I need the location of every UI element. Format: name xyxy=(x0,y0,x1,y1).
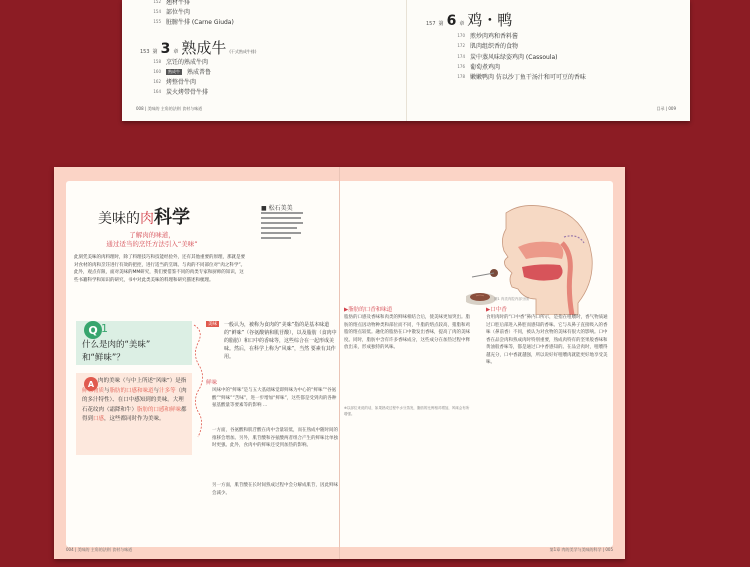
answer-segment: 肉的美味（与中上所述“风味”）是指 xyxy=(98,378,187,384)
answer-segment: 与 xyxy=(104,387,110,394)
toc-line xyxy=(152,87,208,96)
toc-line xyxy=(456,41,518,50)
chapter-number: 3 xyxy=(160,41,171,57)
chapter-3-heading xyxy=(140,37,256,58)
text-line xyxy=(261,217,301,219)
answer-highlight: 口感 xyxy=(93,416,105,422)
question-line: 什么是肉的“美味” xyxy=(82,340,151,350)
title-part-bold: 科学 xyxy=(154,207,190,228)
answer-text xyxy=(82,377,188,425)
text-line xyxy=(261,237,291,239)
chapter-page-number: 157 xyxy=(426,21,436,27)
toc-entry-text: 烹饪的熟成牛肉 xyxy=(166,59,209,66)
toc-line xyxy=(456,31,518,40)
head-cross-section-illustration xyxy=(466,203,596,315)
toc-page-number: 152 xyxy=(153,0,161,4)
top-page-spread xyxy=(122,0,690,121)
paragraph: 风味中的“鲜味”是与五大基础味觉即鲜味为中心的“鲜味”“谷氨酸”“鲜味”“苦味”，进一步增加“鲜味”，这些都是受到肉的各种氨基酸量等要素等的影响 ... xyxy=(212,388,337,408)
author-name: ■ 松石美美 xyxy=(261,205,293,212)
question-line: 和“鲜味”？ xyxy=(82,353,125,363)
toc-line xyxy=(152,77,196,86)
title-part-highlight: 肉 xyxy=(140,211,154,227)
toc-page-number: 172 xyxy=(457,43,465,48)
toc-line xyxy=(152,7,190,16)
toc-page-number: 162 xyxy=(153,79,161,84)
page-footer: 008 | 美味的 主角的法则 食材与味道 xyxy=(136,106,203,111)
toc-tag: 熟成牛 xyxy=(168,68,180,74)
page-footer: 第1章 肉的美学与美味的科学 | 005 xyxy=(549,547,613,552)
toc-page-number: 178 xyxy=(457,74,465,79)
tongue xyxy=(522,264,563,280)
section-tag: 美味 xyxy=(208,322,217,327)
author-bio-lines xyxy=(261,212,303,239)
toc-entry-text: 肌肉组织香的食物 xyxy=(470,43,519,50)
answer-highlight: 脂肪的口感和味道 xyxy=(109,387,154,394)
toc-line xyxy=(152,57,208,66)
section-heading: 鲜味 xyxy=(206,380,218,386)
book-spread xyxy=(54,167,625,559)
chapter-prefix: 第 xyxy=(438,21,444,27)
answer-segment: （肉的多汁特性）、在口中感知到的美味。大理石花纹肉（霜降和牛） xyxy=(82,387,187,413)
toc-line xyxy=(456,52,558,61)
text-line xyxy=(261,212,303,214)
toc-page-number: 154 xyxy=(153,9,161,14)
page-subtitle xyxy=(92,231,212,249)
page-footer: 004 | 美味的 主角的法则 食材与味道 xyxy=(66,547,133,552)
answer-highlight: 汁多等 xyxy=(159,387,176,394)
subtitle-line: 通过适当的烹饪方法引入“美味” xyxy=(106,240,198,248)
answer-segment: ，这些都同时作为美味。 xyxy=(104,416,165,422)
toc-page-number: 155 xyxy=(153,19,161,24)
text-line xyxy=(261,227,297,229)
chapter-prefix: 第 xyxy=(152,49,158,55)
chapter-subtitle: (干式熟成牛排) xyxy=(229,49,257,54)
section-heading: ▶脂肪的口香和味道 xyxy=(344,307,393,313)
chapter-title: 鸡・鸭 xyxy=(467,11,513,29)
toc-line xyxy=(152,67,211,76)
question-number: 1 xyxy=(101,322,108,335)
paragraph: 另一方面，肌苷酸在长时间熟成过程中会分解成肌苷，因此鲜味会减少。 xyxy=(212,483,338,496)
answer-segment: 都得到 xyxy=(82,406,187,422)
chapter-suffix: 章 xyxy=(173,49,179,55)
toc-page-number: 164 xyxy=(153,89,161,94)
paragraph: 一般认为，被称为食肉的“美味”指的是基本味道的“鲜味”（谷氨酸钠和肌苷酸），以及脂肪（食肉中的脂肪）和口中的香味等，这些综合在一起形成美味。然后，在科学上称为“风味”，当然 要素有其作用。 xyxy=(224,322,337,360)
toc-entry-text: 炭中蒸风味绿姿鸡肉 (Cassoula) xyxy=(470,54,558,61)
chapter-6-heading xyxy=(426,9,512,30)
question-text xyxy=(82,339,150,365)
answer-highlight: 鲜味物质 xyxy=(82,387,105,394)
subtitle-line: 了解肉的味道， xyxy=(129,231,175,239)
toc-entry-text: 熟成普鲁 xyxy=(187,69,212,76)
dashed-connector xyxy=(190,321,206,441)
chapter-number: 6 xyxy=(446,13,457,29)
page-title xyxy=(98,203,190,229)
intro-paragraph: 此刻凭美味的肉料理时，除了料理技巧和技能经验外，还有其他重要的原理，那就是要对食材的肉和烹饪进行有效的把控，进行适当的烹调。与肉的不同部位对“肉之科学”。此外，观点有限，面对美味的MM研究，我们要借鉴不同的肉类专家和厨师的知识，这些书籍科学和知识的研究，书中对此类美味的料理和研究描述和梳理。 xyxy=(74,255,246,283)
toc-entry-text: 部位牛肉 xyxy=(166,9,191,16)
toc-page-number: 170 xyxy=(457,33,465,38)
toc-page-number: 176 xyxy=(457,64,465,69)
question-badge: Q xyxy=(84,321,102,339)
text-line xyxy=(261,232,301,234)
answer-segment: 与 xyxy=(153,387,160,394)
chapter-page-number: 153 xyxy=(140,49,150,55)
toc-line xyxy=(456,72,586,81)
toc-line xyxy=(152,0,190,6)
answer-highlight: 脂肪的口感和鲜味 xyxy=(137,406,182,413)
paragraph: 食用肉时的“口中香”鼻内口所示，是指在咀嚼时，香气物质通过口腔后部进入鼻腔而感知的香味。它与从鼻子直接吸入的香味（鼻前香）不同，被认为对食物的美味有很大的影响。口中香在品尝肉和熟成肉时特别重要，熟成肉特有的坚果般香味和黄油般香味等，都是通过口中香感知的。在品尝肉时，咀嚼得越充分，口中香就越强，所以说好好咀嚼肉就能更好地享受美味。 xyxy=(486,315,608,365)
toc-line xyxy=(456,62,500,71)
figure-caption: 图1 肉类肉腔内部分图 xyxy=(494,297,529,301)
toc-entry-text: 烤整骨牛肉 xyxy=(166,79,197,86)
section-heading: ▶口中香 xyxy=(486,307,507,313)
toc-entry-text: 嫩嫩鸭肉 仿以沙丁鱼干汤汁和可可豆的香味 xyxy=(470,74,586,81)
toc-entry-text: 葡萄煮鸡肉 xyxy=(470,64,501,71)
nasal-cavity xyxy=(518,242,563,259)
steak xyxy=(470,293,490,301)
page-gutter xyxy=(406,0,407,121)
title-part: 美味的 xyxy=(98,211,140,227)
paragraph: 一方面，谷氨酸和肌苷酸在肉中含量较低，而在熟成中随时间的推移会增加。另外，肌苷酸和谷氨酸两者组合产生的鲜味比单独时更强。此外，食肉中的鲜味还受到加热的影响。 xyxy=(212,428,338,448)
answer-badge: A xyxy=(84,377,98,391)
chapter-title: 熟成牛 xyxy=(181,39,227,57)
text-line xyxy=(261,222,303,224)
side-note: ※以部位来说的话，如果熟成过程中水分蒸发，脂肪的比例相对增加，风味会有所增强。 xyxy=(344,406,470,416)
chapter-suffix: 章 xyxy=(459,21,465,27)
paragraph: 脂肪的口感及香味和肉类的鲜味相结合后，使美味更加突出。脂肪的熔点因动物种类和部位而不同，牛脂的熔点较高，猪脂和鸡脂的熔点较低。融化的脂肪在口中散发出香味，提高了肉的美味度。同时，脂肪中含有许多香味成分，这些成分在加热过程中释放出来，形成独特的风味。 xyxy=(344,315,470,350)
toc-page-number: 158 xyxy=(153,59,161,64)
toc-line xyxy=(152,17,234,26)
toc-page-number: 160 xyxy=(153,69,161,74)
toc-entry-text: 翘材牛排 xyxy=(166,0,191,6)
connector-path xyxy=(194,325,203,437)
page-footer: 目录 | 009 xyxy=(656,106,676,111)
toc-page-number: 174 xyxy=(457,54,465,59)
page-gutter xyxy=(339,167,340,559)
toc-entry-text: 脏腑牛排 (Carne Giuda) xyxy=(166,19,234,26)
toc-entry-text: 煎炒肉鸡和香料酱 xyxy=(470,33,519,40)
toc-entry-text: 炭火烤带骨牛排 xyxy=(166,89,209,96)
